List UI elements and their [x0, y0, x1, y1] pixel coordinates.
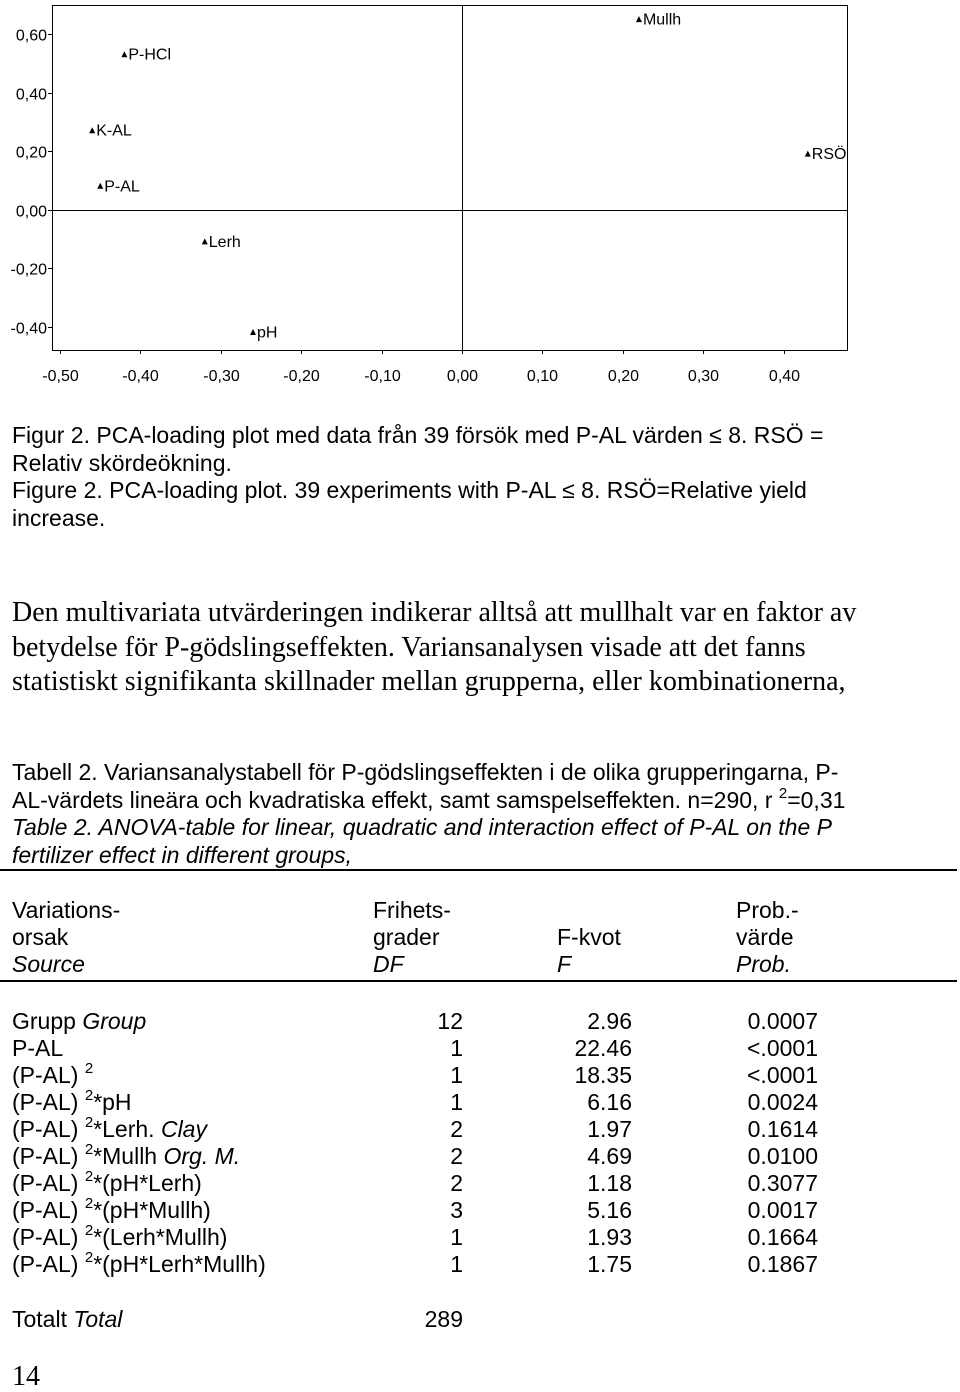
row-source [12, 1170, 202, 1197]
row-f: 1.97 [587, 1116, 632, 1142]
data-point-marker [121, 51, 127, 57]
table-row [0, 1008, 960, 1035]
table-row [0, 1251, 960, 1278]
row-source [12, 1197, 211, 1224]
header-prob-en: Prob. [736, 951, 791, 977]
table-row [0, 1062, 960, 1089]
table-row [0, 1116, 960, 1143]
total-df: 289 [424, 1306, 463, 1332]
row-df: 2 [450, 1170, 463, 1196]
row-f: 1.93 [587, 1224, 632, 1250]
header-source: orsak [12, 924, 69, 950]
x-tick-label: -0,20 [283, 368, 320, 385]
row-f: 5.16 [587, 1197, 632, 1223]
text-segment: (P-AL) [12, 1251, 85, 1277]
row-df: 2 [450, 1143, 463, 1169]
table-caption-line [12, 759, 845, 787]
text-segment: *(pH*Mullh) [93, 1197, 211, 1223]
x-tick-label: -0,30 [203, 368, 240, 385]
table-header-row [0, 924, 960, 951]
y-tick-label: 0,40 [15, 86, 47, 104]
row-source [12, 1062, 93, 1089]
text-segment: AL-värdets lineära och kvadratiska effekt, samt samspelseffekten. n=290, r [12, 786, 779, 813]
table-caption-line [12, 784, 846, 815]
italic-text: Org. M. [163, 1143, 241, 1169]
text-segment: *(pH*Lerh*Mullh) [93, 1251, 266, 1277]
data-point-marker [202, 238, 208, 244]
data-point-marker [97, 183, 103, 189]
row-df: 1 [450, 1251, 463, 1277]
table-row [0, 1089, 960, 1116]
text-segment: *(pH*Lerh) [93, 1170, 202, 1196]
superscript: 2 [84, 1087, 94, 1104]
text-segment: (P-AL) [12, 1224, 85, 1250]
text-segment: Table 2. ANOVA-table for linear, quadratic and interaction effect of P-AL on the P [12, 814, 832, 841]
x-tick-label: 0,20 [607, 368, 640, 385]
pca-loading-plot [0, 0, 960, 392]
y-tick-label: -0,40 [10, 320, 47, 338]
paragraph-line: betydelse för P-gödslingseffekten. Variansanalysen visade att det fanns [12, 631, 806, 663]
row-f: 6.16 [587, 1089, 632, 1115]
header-df: grader [373, 924, 440, 950]
x-tick-label: 0,30 [687, 368, 720, 385]
row-df: 12 [437, 1008, 463, 1034]
table-total-row [0, 1306, 960, 1333]
row-f: 2.96 [587, 1008, 632, 1034]
row-source [12, 1116, 207, 1143]
figure-caption-line: Figure 2. PCA-loading plot. 39 experiments with P-AL ≤ 8. RSÖ=Relative yield [12, 477, 807, 504]
data-point-label: K-AL [96, 122, 132, 140]
superscript: 2 [778, 784, 788, 802]
superscript: 2 [84, 1195, 94, 1212]
x-tick-label: 0,00 [446, 368, 479, 385]
data-point-marker [250, 329, 256, 335]
superscript: 2 [84, 1168, 94, 1185]
data-point-label: Mullh [642, 11, 682, 29]
x-tick-label: -0,40 [122, 368, 159, 385]
header-f: F-kvot [557, 924, 621, 950]
table-caption-line-english [12, 842, 845, 870]
data-point-label: P-HCl [128, 46, 172, 64]
paragraph-line: statistiskt signifikanta skillnader mellan grupperna, eller kombinationerna, [12, 666, 846, 697]
superscript: 2 [84, 1222, 94, 1239]
row-df: 1 [450, 1224, 463, 1250]
row-prob: 0.0007 [747, 1008, 818, 1034]
paragraph-line: Den multivariata utvärderingen indikerar alltså att mullhalt var en faktor av [12, 597, 857, 628]
table-row [0, 1035, 960, 1062]
row-prob: 0.1664 [747, 1224, 818, 1250]
text-segment: (P-AL) [12, 1197, 85, 1223]
header-source-en: Source [12, 951, 85, 977]
table-row [0, 1197, 960, 1224]
row-prob: 0.0100 [747, 1143, 818, 1169]
table-row [0, 1224, 960, 1251]
page-number: 14 [12, 1361, 40, 1392]
row-source [12, 1143, 240, 1170]
table-header-row-english [0, 951, 960, 978]
total-source [12, 1306, 122, 1333]
data-point-label: P-AL [104, 178, 140, 196]
body-paragraph [12, 596, 856, 700]
table-caption-line-english [12, 814, 845, 842]
text-segment: *(Lerh*Mullh) [93, 1224, 228, 1250]
text-segment: fertilizer effect in different groups, [12, 842, 353, 869]
text-segment: (P-AL) [12, 1089, 85, 1115]
figure-caption-line: Figur 2. PCA-loading plot med data från 39 försök med P-AL värden ≤ 8. RSÖ = [12, 422, 824, 448]
superscript: 2 [84, 1114, 94, 1131]
text-segment: *Mullh [93, 1143, 164, 1169]
row-source [12, 1089, 132, 1116]
data-point-marker [805, 151, 811, 157]
data-point-label: pH [257, 324, 278, 342]
text-segment: (P-AL) [12, 1143, 85, 1169]
row-prob: 0.1867 [747, 1251, 818, 1277]
row-df: 3 [450, 1197, 463, 1223]
table-top-rule [0, 869, 957, 871]
italic-text: Total [73, 1306, 123, 1332]
text-segment: =0,31 [787, 786, 846, 813]
text-segment: *Lerh. [93, 1116, 161, 1142]
row-df: 1 [450, 1062, 463, 1088]
figure-caption-line: increase. [12, 505, 106, 532]
data-point-marker [89, 127, 95, 133]
data-point-label: Lerh [208, 233, 241, 251]
figure-caption-line: Relativ skördeökning. [12, 449, 232, 476]
row-source [12, 1008, 146, 1035]
row-df: 1 [450, 1089, 463, 1115]
header-source: Variations- [12, 897, 121, 923]
text-segment: (P-AL) [12, 1116, 85, 1142]
text-segment: (P-AL) [12, 1170, 85, 1196]
y-tick-label: 0,20 [15, 144, 47, 162]
row-f: 1.75 [587, 1251, 632, 1277]
text-segment: (P-AL) [12, 1062, 85, 1088]
chart-frame [53, 6, 848, 351]
row-source [12, 1224, 227, 1251]
italic-text: Clay [160, 1116, 207, 1142]
italic-text: Group [82, 1008, 147, 1034]
x-tick-label: 0,10 [526, 368, 559, 385]
row-df: 2 [450, 1116, 463, 1142]
table-header-row [0, 897, 960, 924]
header-prob: värde [736, 924, 794, 950]
superscript: 2 [84, 1141, 94, 1158]
text-segment: Totalt [12, 1306, 74, 1332]
y-tick-label: -0,20 [10, 261, 47, 279]
x-tick-label: -0,50 [42, 368, 79, 385]
row-f: 18.35 [574, 1062, 632, 1088]
row-prob: 0.3077 [747, 1170, 818, 1196]
header-prob: Prob.- [736, 897, 799, 923]
text-segment: P-AL [12, 1035, 64, 1061]
superscript: 2 [84, 1060, 94, 1077]
x-tick-label: -0,10 [364, 368, 401, 385]
row-f: 1.18 [587, 1170, 632, 1196]
row-f: 4.69 [587, 1143, 632, 1169]
row-prob: 0.1614 [747, 1116, 818, 1142]
row-prob: <.0001 [747, 1062, 818, 1088]
row-prob: 0.0024 [747, 1089, 818, 1115]
superscript: 2 [84, 1249, 94, 1266]
row-source [12, 1251, 266, 1278]
row-source [12, 1035, 63, 1062]
header-f-en: F [557, 951, 572, 977]
data-point-marker [636, 16, 642, 22]
table-row [0, 1143, 960, 1170]
header-df: Frihets- [373, 897, 451, 923]
row-df: 1 [450, 1035, 463, 1061]
row-prob: 0.0017 [747, 1197, 818, 1223]
row-f: 22.46 [574, 1035, 632, 1061]
text-segment: Grupp [12, 1008, 83, 1034]
header-df-en: DF [373, 951, 404, 977]
table-row [0, 1170, 960, 1197]
table-header-rule [0, 980, 957, 982]
data-point-label: RSÖ [811, 146, 847, 164]
y-tick-label: 0,00 [15, 203, 47, 221]
table-caption [12, 759, 845, 870]
text-segment: Tabell 2. Variansanalystabell för P-gödslingseffekten i de olika grupperingarna, P- [12, 759, 839, 785]
y-tick-label: 0,60 [15, 27, 47, 45]
x-tick-label: 0,40 [768, 368, 801, 385]
text-segment: *pH [93, 1089, 132, 1115]
figure-caption [12, 422, 823, 533]
row-prob: <.0001 [747, 1035, 818, 1061]
